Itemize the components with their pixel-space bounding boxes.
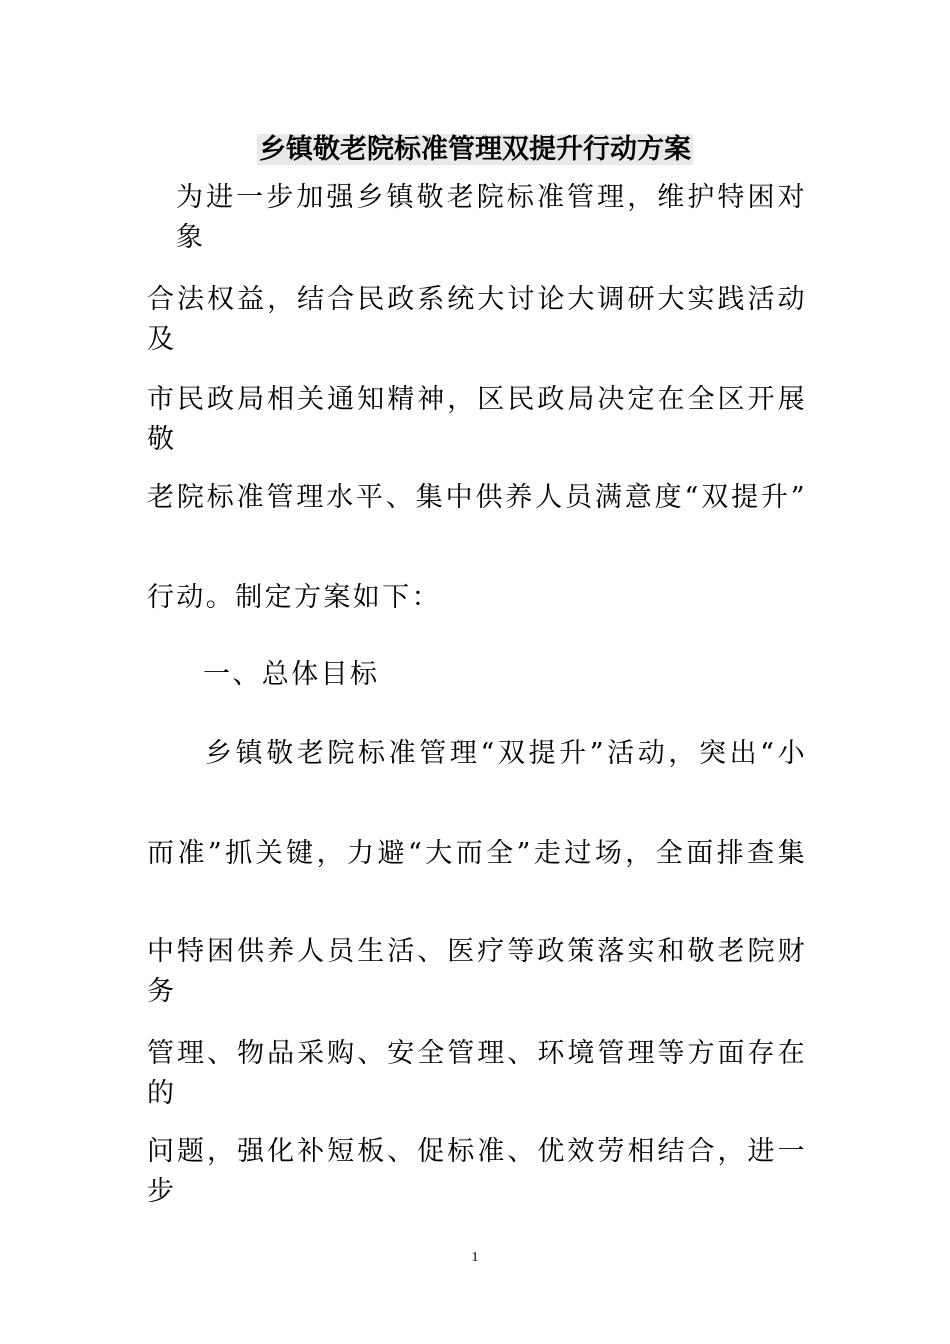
section-heading: 一、总体目标 (203, 659, 380, 690)
paragraph-line-7: 而准”抓关键，力避“大而全”走过场，全面排查集 (147, 838, 807, 869)
paragraph-line-8: 中特困供养人员生活、医疗等政策落实和敬老院财务 (147, 936, 807, 1007)
paragraph-line-4: 老院标准管理水平、集中供养人员满意度“双提升” (147, 482, 807, 513)
paragraph-line-3: 市民政局相关通知精神，区民政局决定在全区开展敬 (147, 384, 807, 455)
paragraph-line-9: 管理、物品采购、安全管理、环境管理等方面存在的 (147, 1038, 807, 1109)
paragraph-line-10: 问题，强化补短板、促标准、优效劳相结合，进一步 (147, 1136, 807, 1207)
document-title-text: 乡镇敬老院标准管理双提升行动方案 (259, 134, 691, 165)
document-title (0, 130, 950, 170)
paragraph-line-1: 为进一步加强乡镇敬老院标准管理，维护特困对象 (176, 182, 807, 253)
paragraph-line-5: 行动。制定方案如下： (147, 582, 441, 613)
paragraph-line-6: 乡镇敬老院标准管理“双提升”活动，突出“小 (205, 738, 807, 769)
page-number: 1 (471, 1250, 479, 1265)
paragraph-line-2: 合法权益，结合民政系统大讨论大调研大实践活动及 (147, 284, 807, 355)
